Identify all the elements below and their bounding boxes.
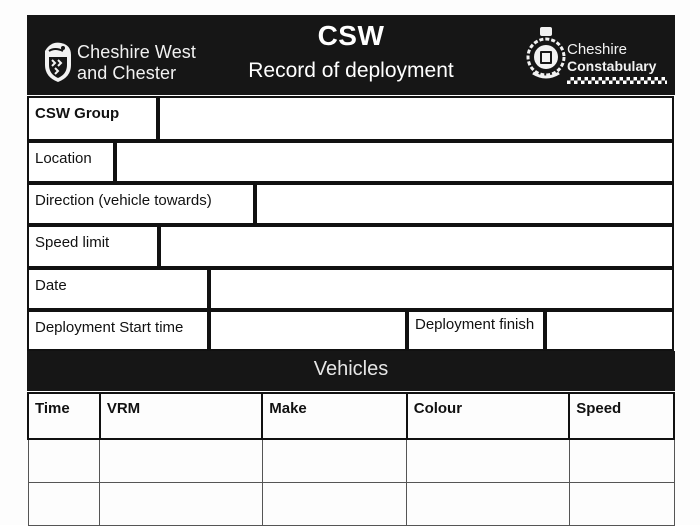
deployment-start-label-cell — [27, 310, 209, 351]
cell-time[interactable] — [28, 439, 100, 483]
location-field[interactable] — [115, 141, 674, 183]
date-field[interactable] — [209, 268, 674, 310]
location-label: Location — [35, 150, 92, 167]
row-deployment-times — [27, 310, 674, 351]
deployment-start-label: Deployment Start time — [35, 319, 184, 336]
police-crest-icon — [523, 25, 569, 83]
csw-group-field[interactable] — [158, 96, 674, 141]
row-csw-group — [27, 96, 674, 141]
cell-time[interactable] — [28, 483, 100, 526]
vehicles-section-title: Vehicles — [27, 351, 675, 391]
speed-limit-label-cell — [27, 225, 159, 268]
row-date — [27, 268, 674, 310]
deployment-finish-field[interactable] — [545, 310, 674, 351]
direction-field[interactable] — [255, 183, 674, 225]
council-name: Cheshire West and Chester — [77, 42, 197, 83]
table-row — [28, 483, 674, 526]
date-label-cell — [27, 268, 209, 310]
deployment-start-field[interactable] — [209, 310, 407, 351]
csw-group-label: CSW Group — [35, 105, 120, 122]
location-label-cell — [27, 141, 115, 183]
direction-label-cell — [27, 183, 255, 225]
date-label: Date — [35, 277, 67, 294]
form-subtitle: Record of deployment — [248, 59, 454, 82]
deployment-finish-label: Deployment finish — [415, 316, 535, 333]
table-row — [28, 439, 674, 483]
column-header-vrm: VRM — [100, 393, 262, 439]
cell-speed[interactable] — [569, 439, 674, 483]
cell-colour[interactable] — [407, 483, 569, 526]
row-location — [27, 141, 674, 183]
direction-label: Direction (vehicle towards) — [35, 192, 212, 209]
police-name: Cheshire Constabulary — [567, 41, 657, 74]
form-header — [27, 15, 675, 95]
form-title: CSW — [317, 20, 385, 51]
column-header-colour: Colour — [407, 393, 569, 439]
row-speed-limit — [27, 225, 674, 268]
cell-vrm[interactable] — [100, 439, 262, 483]
cell-make[interactable] — [262, 439, 407, 483]
speed-limit-label: Speed limit — [35, 234, 110, 251]
police-checker-band — [567, 77, 667, 84]
csw-group-label-cell — [27, 96, 158, 141]
deployment-finish-label-cell — [407, 310, 545, 351]
vehicles-table — [27, 392, 675, 526]
column-header-speed: Speed — [569, 393, 674, 439]
cell-make[interactable] — [262, 483, 407, 526]
cell-vrm[interactable] — [100, 483, 262, 526]
column-header-time: Time — [28, 393, 100, 439]
speed-limit-field[interactable] — [159, 225, 674, 268]
row-direction — [27, 183, 674, 225]
cell-colour[interactable] — [407, 439, 569, 483]
vehicles-header-row — [28, 393, 674, 439]
cell-speed[interactable] — [569, 483, 674, 526]
column-header-make: Make — [262, 393, 407, 439]
